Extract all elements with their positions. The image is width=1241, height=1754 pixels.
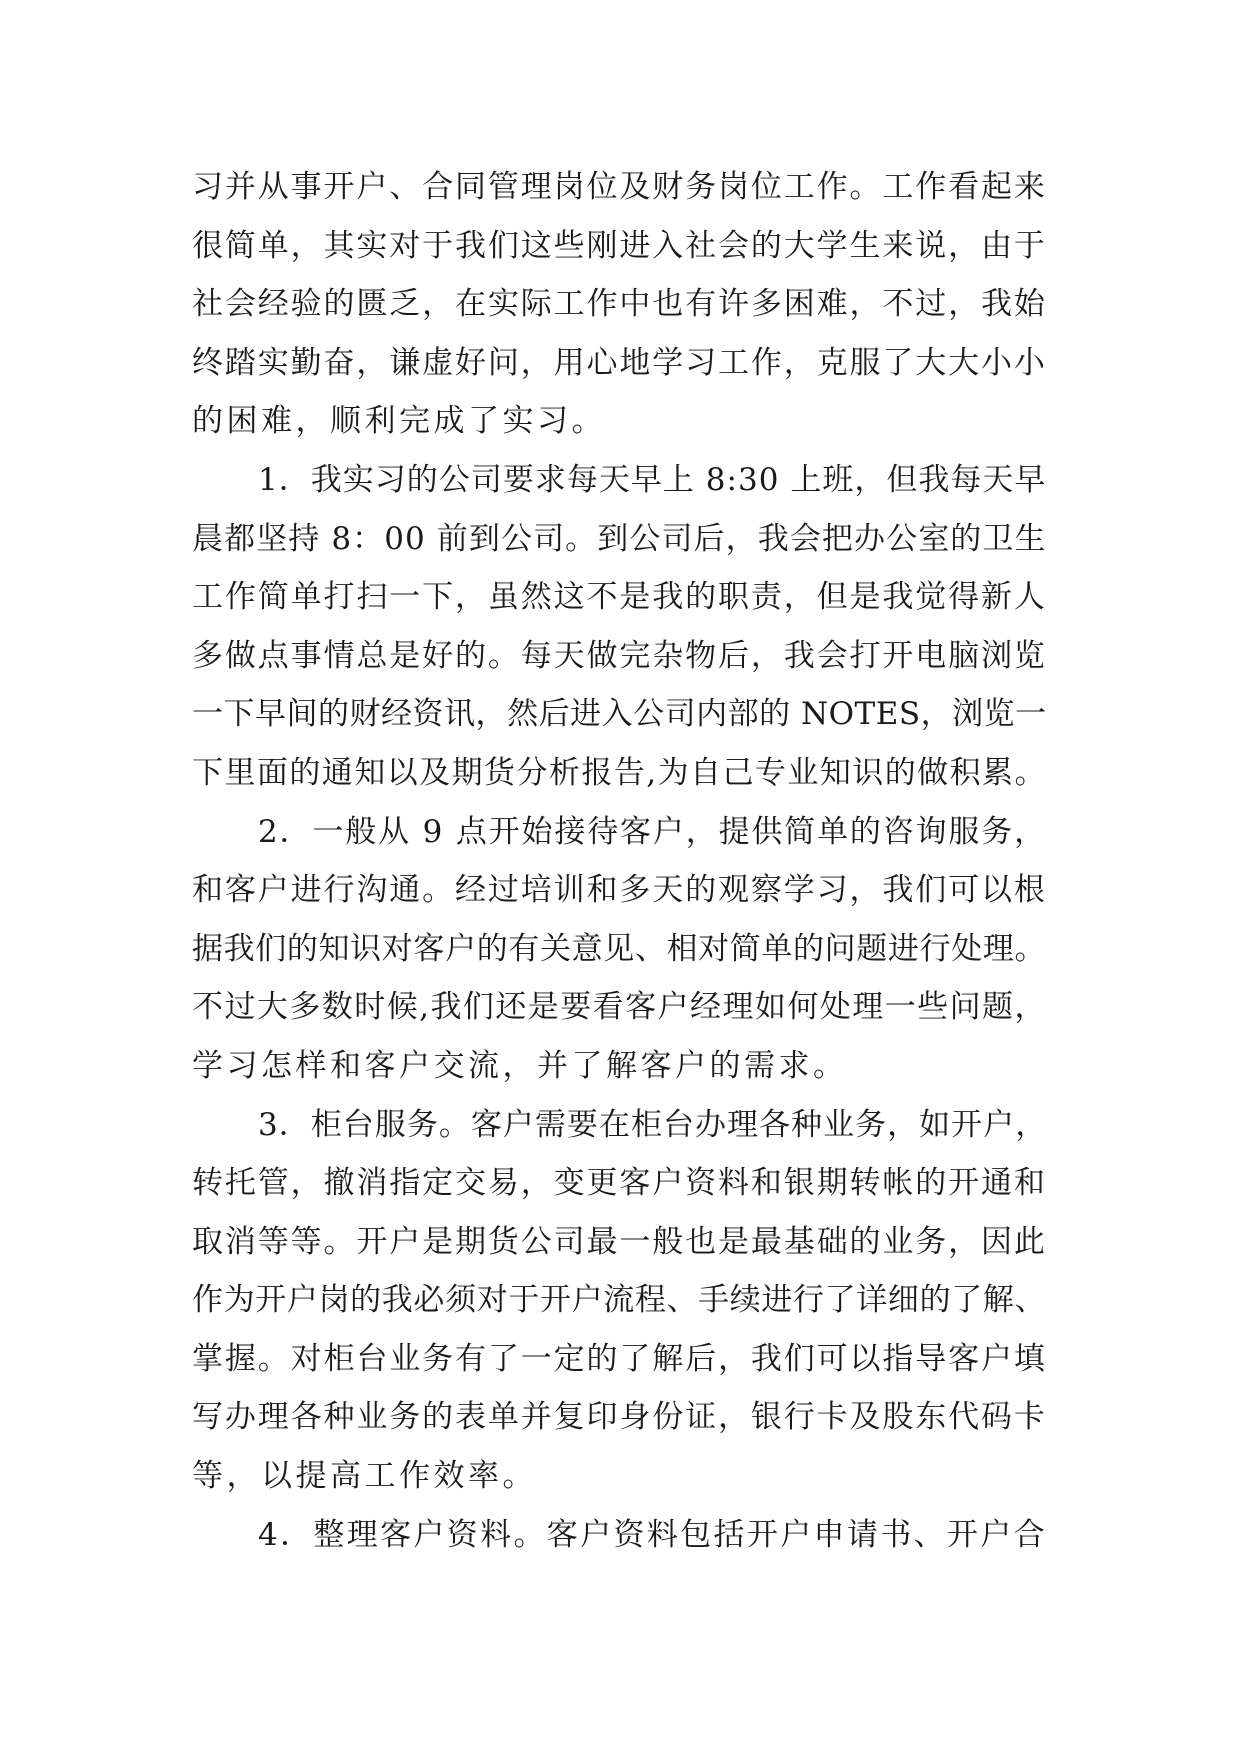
text-line: 转托管，撤消指定交易，变更客户资料和银期转帐的开通和 <box>192 1165 1047 1202</box>
text-line: 晨都坚持 8：00 前到公司。到公司后，我会把办公室的卫生 <box>192 520 1047 557</box>
text-line: 等，以提高工作效率。 <box>192 1458 537 1495</box>
text-line: 社会经验的匮乏，在实际工作中也有许多困难，不过，我始 <box>192 286 1047 323</box>
document-body <box>192 158 1052 1564</box>
text-line: 学习怎样和客户交流，并了解客户的需求。 <box>192 1047 848 1084</box>
text-line: 1．我实习的公司要求每天早上 8:30 上班，但我每天早 <box>258 461 1047 498</box>
text-line: 掌握。对柜台业务有了一定的了解后，我们可以指导客户填 <box>192 1340 1047 1377</box>
text-line: 4．整理客户资料。客户资料包括开户申请书、开户合 <box>258 1516 1047 1553</box>
text-line: 下里面的通知以及期货分析报告,为自己专业知识的做积累。 <box>192 754 1047 791</box>
text-line: 习并从事开户、合同管理岗位及财务岗位工作。工作看起来 <box>192 169 1047 205</box>
paragraph-item-3 <box>192 1096 1052 1506</box>
text-line: 和客户进行沟通。经过培训和多天的观察学习，我们可以根 <box>192 872 1047 909</box>
text-line: 取消等等。开户是期货公司最一般也是最基础的业务，因此 <box>192 1223 1047 1260</box>
paragraph-intro <box>192 158 1052 451</box>
text-line: 一下早间的财经资讯，然后进入公司内部的 NOTES，浏览一 <box>192 696 1047 733</box>
paragraph-item-1 <box>192 451 1052 803</box>
text-line: 的困难，顺利完成了实习。 <box>192 403 606 440</box>
text-line: 据我们的知识对客户的有关意见、相对简单的问题进行处理。 <box>192 930 1047 967</box>
text-line: 作为开户岗的我必须对于开户流程、手续进行了详细的了解、 <box>192 1282 1047 1319</box>
paragraph-item-4 <box>192 1506 1052 1565</box>
text-line: 很简单，其实对于我们这些刚进入社会的大学生来说，由于 <box>192 227 1047 264</box>
text-line: 3．柜台服务。客户需要在柜台办理各种业务，如开户， <box>258 1106 1048 1143</box>
text-line: 写办理各种业务的表单并复印身份证，银行卡及股东代码卡 <box>192 1399 1047 1436</box>
text-line: 2．一般从 9 点开始接待客户，提供简单的咨询服务， <box>258 813 1047 850</box>
text-line: 终踏实勤奋，谦虚好问，用心地学习工作，克服了大大小小 <box>192 344 1047 381</box>
text-line: 不过大多数时候,我们还是要看客户经理如何处理一些问题， <box>192 989 1047 1026</box>
text-line: 工作简单打扫一下，虽然这不是我的职责，但是我觉得新人 <box>192 579 1047 616</box>
paragraph-item-2 <box>192 803 1052 1096</box>
text-line: 多做点事情总是好的。每天做完杂物后，我会打开电脑浏览 <box>192 637 1047 674</box>
